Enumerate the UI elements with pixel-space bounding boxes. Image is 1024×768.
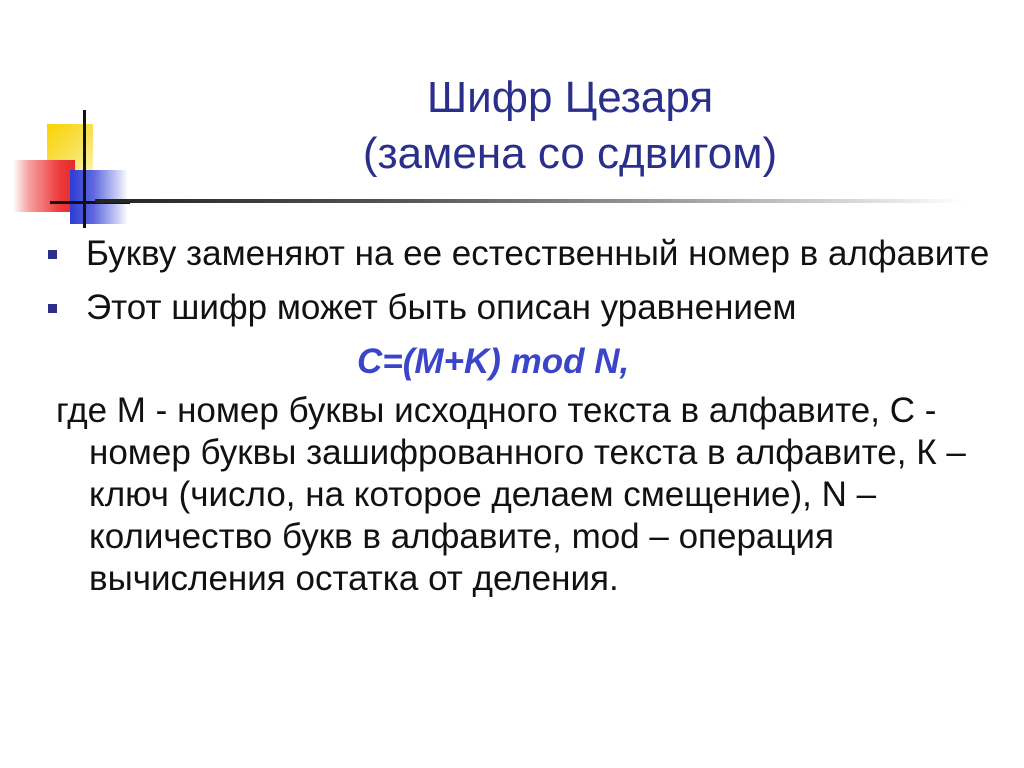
- blue-square: [70, 170, 128, 224]
- slide-body: [44, 232, 994, 600]
- bullet-text: Этот шифр может быть описан уравнением: [86, 288, 797, 327]
- formula: C=(M+K) mod N,: [357, 342, 630, 381]
- formula-description: где М - номер буквы исходного текста в алфавите, С - номер буквы зашифрованного текста в алфавите, К – ключ (число, на которое делаем смещение), N – количество букв в алфавите, mod – операция вычисления остатка от деления.: [56, 391, 966, 598]
- square-bullet-icon: [48, 250, 57, 259]
- bullet-item: [44, 232, 994, 276]
- bullet-item: [44, 286, 994, 330]
- logo-vertical-line: [83, 110, 86, 228]
- title-divider-rule: [95, 199, 965, 203]
- bullet-text: Букву заменяют на ее естественный номер в алфавите: [86, 234, 990, 273]
- title-line-2: (замена со сдвигом): [362, 129, 778, 178]
- title-line-1: Шифр Цезаря: [426, 73, 714, 122]
- slide-title: [180, 70, 960, 182]
- square-bullet-icon: [48, 304, 57, 313]
- decorative-squares-logo: [0, 0, 160, 240]
- red-square: [13, 160, 75, 212]
